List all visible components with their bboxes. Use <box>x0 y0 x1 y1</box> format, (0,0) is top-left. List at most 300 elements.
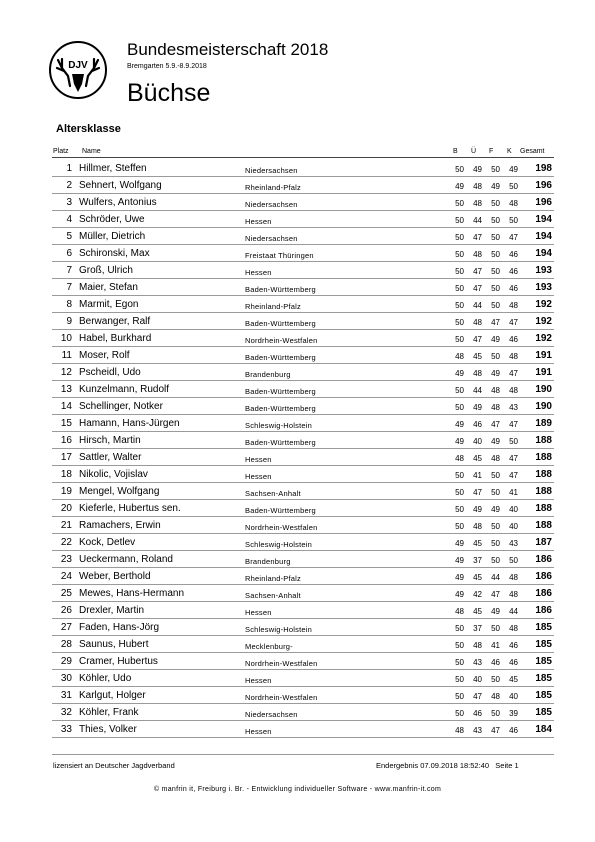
cell-score-u: 45 <box>473 352 482 361</box>
cell-name: Sehnert, Wolfgang <box>79 180 162 191</box>
cell-score-b: 49 <box>455 590 464 599</box>
cell-score-f: 44 <box>491 573 500 582</box>
cell-score-b: 49 <box>455 437 464 446</box>
cell-state: Rheinland-Pfalz <box>245 574 301 583</box>
cell-total: 190 <box>535 401 552 412</box>
cell-score-u: 47 <box>473 692 482 701</box>
cell-score-f: 50 <box>491 301 500 310</box>
cell-name: Müller, Dietrich <box>79 231 146 242</box>
cell-score-k: 48 <box>509 352 518 361</box>
col-header-f: F <box>489 148 494 155</box>
cell-name: Sattler, Walter <box>79 452 142 463</box>
cell-total: 193 <box>535 265 552 276</box>
cell-score-u: 44 <box>473 386 482 395</box>
table-row <box>52 415 554 432</box>
cell-platz: 9 <box>66 316 72 327</box>
cell-score-b: 50 <box>455 658 464 667</box>
cell-state: Hessen <box>245 472 272 481</box>
cell-score-k: 40 <box>509 505 518 514</box>
cell-score-u: 43 <box>473 726 482 735</box>
cell-name: Karlgut, Holger <box>79 690 146 701</box>
cell-score-u: 40 <box>473 675 482 684</box>
table-row <box>52 160 554 177</box>
cell-score-b: 50 <box>455 692 464 701</box>
cell-score-k: 50 <box>509 182 518 191</box>
cell-score-u: 47 <box>473 233 482 242</box>
cell-platz: 32 <box>60 707 72 718</box>
cell-total: 194 <box>535 231 552 242</box>
cell-total: 194 <box>535 214 552 225</box>
cell-score-f: 50 <box>491 284 500 293</box>
cell-total: 186 <box>535 554 552 565</box>
cell-platz: 6 <box>66 248 72 259</box>
cell-name: Schröder, Uwe <box>79 214 145 225</box>
cell-score-k: 50 <box>509 556 518 565</box>
cell-platz: 28 <box>60 639 72 650</box>
table-row <box>52 194 554 211</box>
cell-score-u: 43 <box>473 658 482 667</box>
cell-state: Baden-Württemberg <box>245 506 316 515</box>
cell-name: Pscheidl, Udo <box>79 367 141 378</box>
cell-total: 185 <box>535 622 552 633</box>
cell-state: Hessen <box>245 217 272 226</box>
cell-state: Baden-Württemberg <box>245 438 316 447</box>
cell-score-u: 37 <box>473 624 482 633</box>
cell-platz: 5 <box>66 231 72 242</box>
cell-name: Nikolic, Vojislav <box>79 469 148 480</box>
cell-score-k: 48 <box>509 573 518 582</box>
cell-score-f: 50 <box>491 522 500 531</box>
cell-score-u: 49 <box>473 165 482 174</box>
cell-platz: 4 <box>66 214 72 225</box>
cell-platz: 8 <box>66 299 72 310</box>
cell-score-b: 50 <box>455 250 464 259</box>
table-row <box>52 568 554 585</box>
cell-platz: 18 <box>60 469 72 480</box>
cell-score-k: 46 <box>509 267 518 276</box>
cell-score-f: 49 <box>491 607 500 616</box>
cell-score-f: 49 <box>491 369 500 378</box>
cell-name: Köhler, Frank <box>79 707 139 718</box>
cell-score-f: 46 <box>491 658 500 667</box>
cell-score-b: 50 <box>455 318 464 327</box>
cell-score-u: 46 <box>473 709 482 718</box>
table-row <box>52 619 554 636</box>
cell-platz: 17 <box>60 452 72 463</box>
cell-platz: 29 <box>60 656 72 667</box>
cell-score-k: 47 <box>509 454 518 463</box>
cell-total: 191 <box>535 350 552 361</box>
cell-score-k: 43 <box>509 403 518 412</box>
cell-state: Niedersachsen <box>245 234 298 243</box>
cell-total: 189 <box>535 418 552 429</box>
cell-state: Freistaat Thüringen <box>245 251 314 260</box>
cell-total: 193 <box>535 282 552 293</box>
table-row <box>52 330 554 347</box>
cell-score-b: 50 <box>455 165 464 174</box>
cell-state: Hessen <box>245 676 272 685</box>
cell-score-k: 47 <box>509 471 518 480</box>
cell-name: Marmit, Egon <box>79 299 139 310</box>
cell-score-f: 50 <box>491 675 500 684</box>
cell-score-b: 49 <box>455 573 464 582</box>
cell-score-b: 50 <box>455 624 464 633</box>
cell-platz: 11 <box>61 350 72 361</box>
cell-platz: 7 <box>66 265 72 276</box>
cell-total: 190 <box>535 384 552 395</box>
table-row <box>52 670 554 687</box>
cell-score-f: 50 <box>491 165 500 174</box>
table-row <box>52 602 554 619</box>
cell-platz: 2 <box>66 180 72 191</box>
cell-score-u: 45 <box>473 607 482 616</box>
table-row <box>52 517 554 534</box>
table-row <box>52 381 554 398</box>
cell-platz: 3 <box>66 197 72 208</box>
cell-name: Schironski, Max <box>79 248 150 259</box>
cell-state: Schleswig-Holstein <box>245 625 312 634</box>
cell-state: Mecklenburg- <box>245 642 293 651</box>
cell-name: Wulfers, Antonius <box>79 197 157 208</box>
cell-total: 185 <box>535 690 552 701</box>
cell-score-k: 46 <box>509 284 518 293</box>
cell-total: 191 <box>535 367 552 378</box>
cell-score-b: 50 <box>455 641 464 650</box>
cell-total: 196 <box>535 197 552 208</box>
cell-total: 192 <box>535 299 552 310</box>
cell-platz: 12 <box>60 367 72 378</box>
cell-score-f: 50 <box>491 709 500 718</box>
table-row <box>52 704 554 721</box>
cell-name: Kunzelmann, Rudolf <box>79 384 170 395</box>
cell-score-k: 47 <box>509 318 518 327</box>
cell-score-u: 49 <box>473 505 482 514</box>
cell-name: Mengel, Wolfgang <box>79 486 160 497</box>
cell-score-u: 48 <box>473 369 482 378</box>
col-header-u: Ü <box>471 148 477 155</box>
cell-total: 192 <box>535 316 552 327</box>
cell-platz: 14 <box>60 401 72 412</box>
cell-score-b: 50 <box>455 709 464 718</box>
cell-name: Thies, Volker <box>79 724 137 735</box>
cell-state: Baden-Württemberg <box>245 353 316 362</box>
cell-score-f: 50 <box>491 216 500 225</box>
cell-platz: 25 <box>60 588 72 599</box>
cell-state: Nordrhein-Westfalen <box>245 523 318 532</box>
cell-score-k: 48 <box>509 199 518 208</box>
cell-name: Weber, Berthold <box>79 571 151 582</box>
cell-total: 185 <box>535 639 552 650</box>
cell-score-b: 50 <box>455 284 464 293</box>
cell-platz: 21 <box>60 520 72 531</box>
cell-state: Nordrhein-Westfalen <box>245 659 318 668</box>
cell-score-u: 45 <box>473 539 482 548</box>
cell-score-u: 47 <box>473 284 482 293</box>
cell-score-f: 50 <box>491 556 500 565</box>
cell-score-b: 50 <box>455 199 464 208</box>
cell-score-f: 47 <box>491 318 500 327</box>
table-row <box>52 585 554 602</box>
cell-score-b: 50 <box>455 403 464 412</box>
cell-name: Faden, Hans-Jörg <box>79 622 160 633</box>
table-row <box>52 279 554 296</box>
cell-total: 185 <box>535 707 552 718</box>
cell-state: Brandenburg <box>245 370 291 379</box>
cell-total: 188 <box>535 520 552 531</box>
cell-score-b: 48 <box>455 454 464 463</box>
results-table <box>0 160 595 738</box>
cell-score-u: 47 <box>473 267 482 276</box>
table-row <box>52 228 554 245</box>
cell-state: Brandenburg <box>245 557 291 566</box>
cell-score-f: 50 <box>491 267 500 276</box>
cell-score-f: 41 <box>491 641 500 650</box>
cell-score-k: 41 <box>509 488 518 497</box>
cell-score-u: 49 <box>473 403 482 412</box>
cell-name: Moser, Rolf <box>79 350 130 361</box>
table-row <box>52 398 554 415</box>
cell-name: Cramer, Hubertus <box>79 656 158 667</box>
result-timestamp: Endergebnis 07.09.2018 18:52:40 Seite 1 <box>376 761 519 770</box>
cell-score-f: 49 <box>491 437 500 446</box>
cell-score-b: 49 <box>455 556 464 565</box>
cell-score-k: 48 <box>509 624 518 633</box>
cell-score-u: 41 <box>473 471 482 480</box>
cell-score-b: 50 <box>455 216 464 225</box>
cell-score-u: 48 <box>473 250 482 259</box>
table-row <box>52 551 554 568</box>
cell-score-b: 50 <box>455 386 464 395</box>
cell-score-u: 40 <box>473 437 482 446</box>
cell-score-k: 39 <box>509 709 518 718</box>
cell-score-b: 50 <box>455 505 464 514</box>
cell-score-b: 49 <box>455 539 464 548</box>
cell-state: Rheinland-Pfalz <box>245 183 301 192</box>
cell-score-b: 48 <box>455 726 464 735</box>
cell-score-b: 50 <box>455 488 464 497</box>
cell-state: Niedersachsen <box>245 710 298 719</box>
header-divider <box>52 157 554 158</box>
cell-score-u: 46 <box>473 420 482 429</box>
col-header-platz: Platz <box>53 148 69 155</box>
cell-score-f: 48 <box>491 403 500 412</box>
cell-platz: 26 <box>60 605 72 616</box>
cell-score-k: 49 <box>509 165 518 174</box>
cell-score-u: 37 <box>473 556 482 565</box>
cell-score-k: 46 <box>509 335 518 344</box>
cell-total: 192 <box>535 333 552 344</box>
cell-score-k: 40 <box>509 522 518 531</box>
cell-score-u: 44 <box>473 216 482 225</box>
table-row <box>52 245 554 262</box>
cell-state: Hessen <box>245 608 272 617</box>
cell-total: 198 <box>535 163 552 174</box>
cell-state: Sachsen-Anhalt <box>245 591 301 600</box>
cell-platz: 19 <box>60 486 72 497</box>
cell-state: Nordrhein-Westfalen <box>245 336 318 345</box>
cell-score-u: 47 <box>473 335 482 344</box>
table-row <box>52 211 554 228</box>
cell-name: Berwanger, Ralf <box>79 316 151 327</box>
cell-platz: 10 <box>60 333 72 344</box>
cell-score-f: 50 <box>491 624 500 633</box>
cell-platz: 1 <box>66 163 72 174</box>
cell-name: Hirsch, Martin <box>79 435 141 446</box>
cell-score-f: 50 <box>491 488 500 497</box>
cell-score-f: 50 <box>491 250 500 259</box>
cell-score-k: 45 <box>509 675 518 684</box>
cell-total: 188 <box>535 452 552 463</box>
cell-state: Niedersachsen <box>245 166 298 175</box>
cell-score-b: 50 <box>455 675 464 684</box>
cell-total: 188 <box>535 435 552 446</box>
cell-score-b: 50 <box>455 267 464 276</box>
cell-score-b: 49 <box>455 420 464 429</box>
cell-score-b: 49 <box>455 182 464 191</box>
cell-score-u: 48 <box>473 641 482 650</box>
cell-name: Hillmer, Steffen <box>79 163 147 174</box>
cell-name: Schellinger, Notker <box>79 401 163 412</box>
copyright-note: © manfrin it, Freiburg i. Br. - Entwicklung individueller Software - www.manfrin-it.com <box>153 786 442 793</box>
cell-state: Sachsen-Anhalt <box>245 489 301 498</box>
cell-score-b: 49 <box>455 369 464 378</box>
cell-state: Rheinland-Pfalz <box>245 302 301 311</box>
cell-score-k: 46 <box>509 726 518 735</box>
cell-total: 186 <box>535 588 552 599</box>
cell-state: Baden-Württemberg <box>245 319 316 328</box>
cell-total: 188 <box>535 486 552 497</box>
cell-total: 185 <box>535 656 552 667</box>
cell-score-k: 46 <box>509 250 518 259</box>
cell-score-k: 48 <box>509 590 518 599</box>
cell-platz: 31 <box>60 690 72 701</box>
cell-state: Schleswig-Holstein <box>245 421 312 430</box>
cell-score-b: 48 <box>455 352 464 361</box>
table-row <box>52 262 554 279</box>
table-row <box>52 483 554 500</box>
cell-score-k: 48 <box>509 386 518 395</box>
cell-platz: 22 <box>60 537 72 548</box>
cell-state: Hessen <box>245 268 272 277</box>
table-row <box>52 534 554 551</box>
cell-platz: 33 <box>60 724 72 735</box>
cell-score-b: 50 <box>455 301 464 310</box>
table-row <box>52 313 554 330</box>
cell-score-k: 50 <box>509 437 518 446</box>
cell-name: Groß, Ulrich <box>79 265 133 276</box>
cell-score-b: 50 <box>455 233 464 242</box>
class-title: Altersklasse <box>56 123 121 135</box>
cell-score-u: 48 <box>473 199 482 208</box>
djv-logo <box>48 40 108 100</box>
cell-score-k: 43 <box>509 539 518 548</box>
table-row <box>52 296 554 313</box>
cell-total: 185 <box>535 673 552 684</box>
cell-score-u: 45 <box>473 454 482 463</box>
table-row <box>52 466 554 483</box>
event-subtitle: Bremgarten 5.9.-8.9.2018 <box>127 63 207 70</box>
cell-score-b: 50 <box>455 335 464 344</box>
cell-state: Niedersachsen <box>245 200 298 209</box>
table-row <box>52 449 554 466</box>
cell-score-k: 50 <box>509 216 518 225</box>
col-header-k: K <box>507 148 512 155</box>
cell-score-k: 47 <box>509 233 518 242</box>
cell-score-f: 47 <box>491 590 500 599</box>
cell-score-u: 44 <box>473 301 482 310</box>
cell-score-k: 48 <box>509 301 518 310</box>
cell-score-u: 48 <box>473 522 482 531</box>
logo-text: DJV <box>68 60 88 71</box>
cell-score-f: 47 <box>491 726 500 735</box>
footer-divider <box>52 754 554 755</box>
cell-score-u: 48 <box>473 182 482 191</box>
cell-score-f: 50 <box>491 233 500 242</box>
cell-name: Habel, Burkhard <box>79 333 152 344</box>
cell-total: 186 <box>535 571 552 582</box>
cell-score-f: 48 <box>491 454 500 463</box>
col-header-gesamt: Gesamt <box>520 148 545 155</box>
cell-name: Hamann, Hans-Jürgen <box>79 418 180 429</box>
cell-state: Baden-Württemberg <box>245 285 316 294</box>
cell-score-b: 50 <box>455 522 464 531</box>
cell-score-u: 42 <box>473 590 482 599</box>
cell-score-f: 49 <box>491 335 500 344</box>
cell-platz: 20 <box>60 503 72 514</box>
cell-state: Baden-Württemberg <box>245 387 316 396</box>
cell-score-f: 50 <box>491 199 500 208</box>
cell-platz: 23 <box>60 554 72 565</box>
cell-total: 184 <box>535 724 552 735</box>
table-row <box>52 177 554 194</box>
cell-name: Mewes, Hans-Hermann <box>79 588 185 599</box>
cell-state: Nordrhein-Westfalen <box>245 693 318 702</box>
cell-state: Schleswig-Holstein <box>245 540 312 549</box>
cell-score-b: 48 <box>455 607 464 616</box>
cell-total: 187 <box>535 537 552 548</box>
cell-score-f: 50 <box>491 539 500 548</box>
cell-total: 194 <box>535 248 552 259</box>
cell-score-k: 46 <box>509 658 518 667</box>
cell-total: 188 <box>535 503 552 514</box>
cell-state: Hessen <box>245 455 272 464</box>
cell-score-k: 47 <box>509 420 518 429</box>
cell-platz: 7 <box>66 282 72 293</box>
cell-state: Baden-Württemberg <box>245 404 316 413</box>
discipline-title: Büchse <box>127 79 211 107</box>
cell-platz: 16 <box>60 435 72 446</box>
cell-state: Hessen <box>245 727 272 736</box>
cell-score-f: 48 <box>491 692 500 701</box>
table-row <box>52 432 554 449</box>
cell-score-f: 49 <box>491 182 500 191</box>
cell-name: Kock, Detlev <box>79 537 136 548</box>
cell-platz: 15 <box>60 418 72 429</box>
cell-name: Kieferle, Hubertus sen. <box>79 503 181 514</box>
cell-name: Ueckermann, Roland <box>79 554 173 565</box>
cell-platz: 24 <box>60 571 72 582</box>
cell-score-f: 47 <box>491 420 500 429</box>
cell-name: Köhler, Udo <box>79 673 132 684</box>
cell-name: Saunus, Hubert <box>79 639 149 650</box>
col-header-b: B <box>453 148 458 155</box>
table-row <box>52 721 554 738</box>
cell-score-u: 47 <box>473 488 482 497</box>
table-row <box>52 364 554 381</box>
cell-name: Drexler, Martin <box>79 605 145 616</box>
cell-score-f: 49 <box>491 505 500 514</box>
col-header-name: Name <box>82 148 101 155</box>
